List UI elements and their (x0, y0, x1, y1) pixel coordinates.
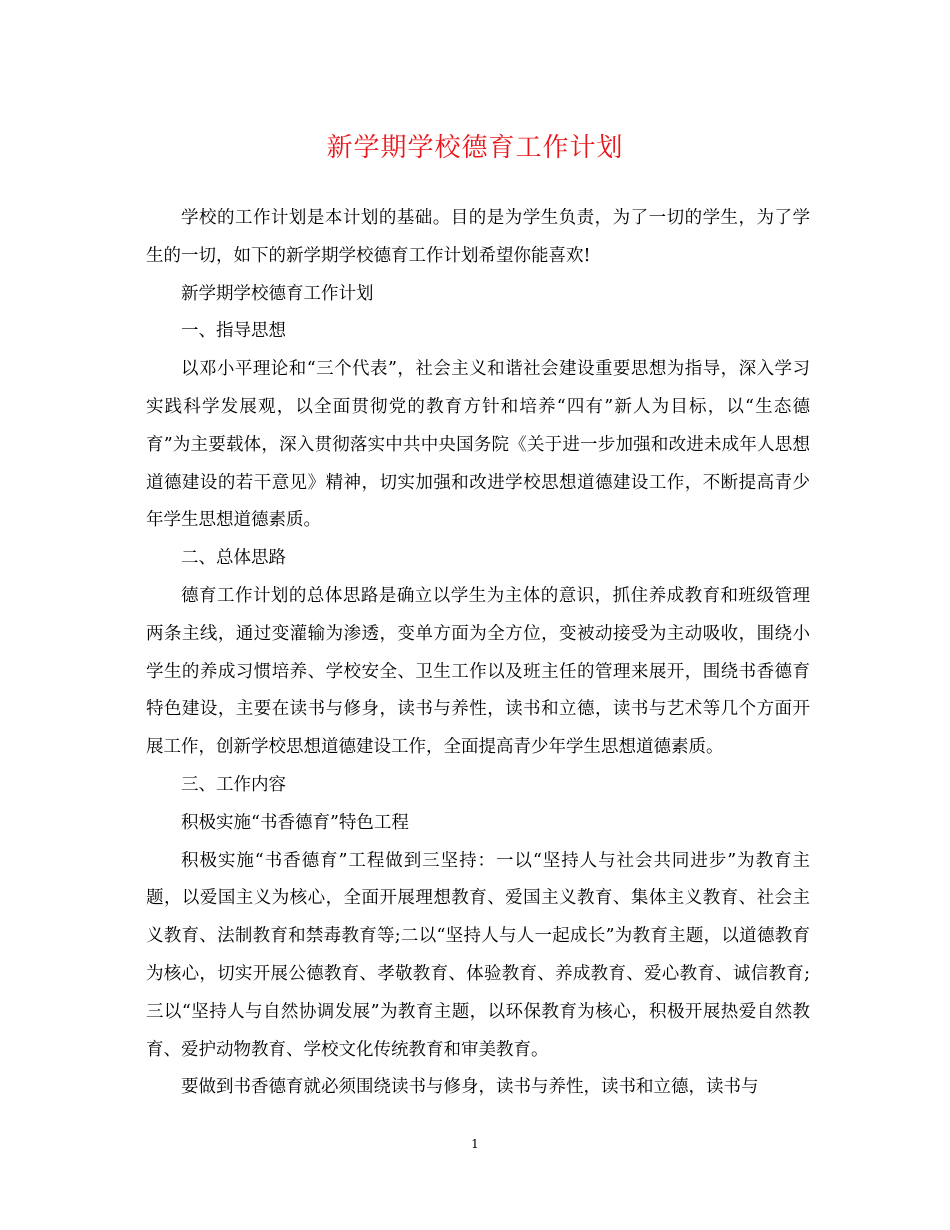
continuing-paragraph: 要做到书香德育就必须围绕读书与修身，读书与养性，读书和立德，读书与 (181, 1077, 759, 1098)
intro-paragraph: 学校的工作计划是本计划的基础。目的是为学生负责，为了一切的学生，为了学生的一切，如下的新学期学校德育工作计划希望你能喜欢! (146, 208, 810, 266)
guiding-thought-paragraph: 以邓小平理论和“三个代表”，社会主义和谐社会建设重要思想为指导，深入学习实践科学发展观，以全面贯彻党的教育方针和培养“四有”新人为目标，以“生态德育”为主要载体，深入贯彻落实中共中央国务院《关于进一步加强和改进未成年人思想道德建设的若干意见》精神，切实加强和改进学校思想道德建设工作，不断提高青少年学生思想道德素质。 (146, 359, 810, 531)
subheading-book-fragrance-project: 积极实施“书香德育”特色工程 (181, 812, 409, 833)
section-heading-overall-approach: 二、总体思路 (181, 548, 286, 569)
section-heading-work-content: 三、工作内容 (181, 774, 286, 795)
section-heading-guiding-thought: 一、指导思想 (181, 321, 286, 342)
document-body (146, 200, 810, 1107)
document-title: 新学期学校德育工作计划 (326, 133, 624, 163)
page-number: 1 (471, 1137, 479, 1151)
book-fragrance-project-paragraph: 积极实施“书香德育”工程做到三坚持：一以“坚持人与社会共同进步”为教育主题，以爱国主义为核心，全面开展理想教育、爱国主义教育、集体主义教育、社会主义教育、法制教育和禁毒教育等;二以“坚持人与人一起成长”为教育主题，以道德教育为核心，切实开展公德教育、孝敬教育、体验教育、养成教育、爱心教育、诚信教育;三以“坚持人与自然协调发展”为教育主题，以环保教育为核心，积极开展热爱自然教育、爱护动物教育、学校文化传统教育和审美教育。 (146, 850, 810, 1060)
overall-approach-paragraph: 德育工作计划的总体思路是确立以学生为主体的意识，抓住养成教育和班级管理两条主线，通过变灌输为渗透，变单方面为全方位，变被动接受为主动吸收，围绕小学生的养成习惯培养、学校安全、卫生工作以及班主任的管理来展开，围绕书香德育特色建设，主要在读书与修身，读书与养性，读书和立德，读书与艺术等几个方面开展工作，创新学校思想道德建设工作，全面提高青少年学生思想道德素质。 (146, 585, 810, 758)
subtitle-paragraph: 新学期学校德育工作计划 (181, 283, 374, 304)
